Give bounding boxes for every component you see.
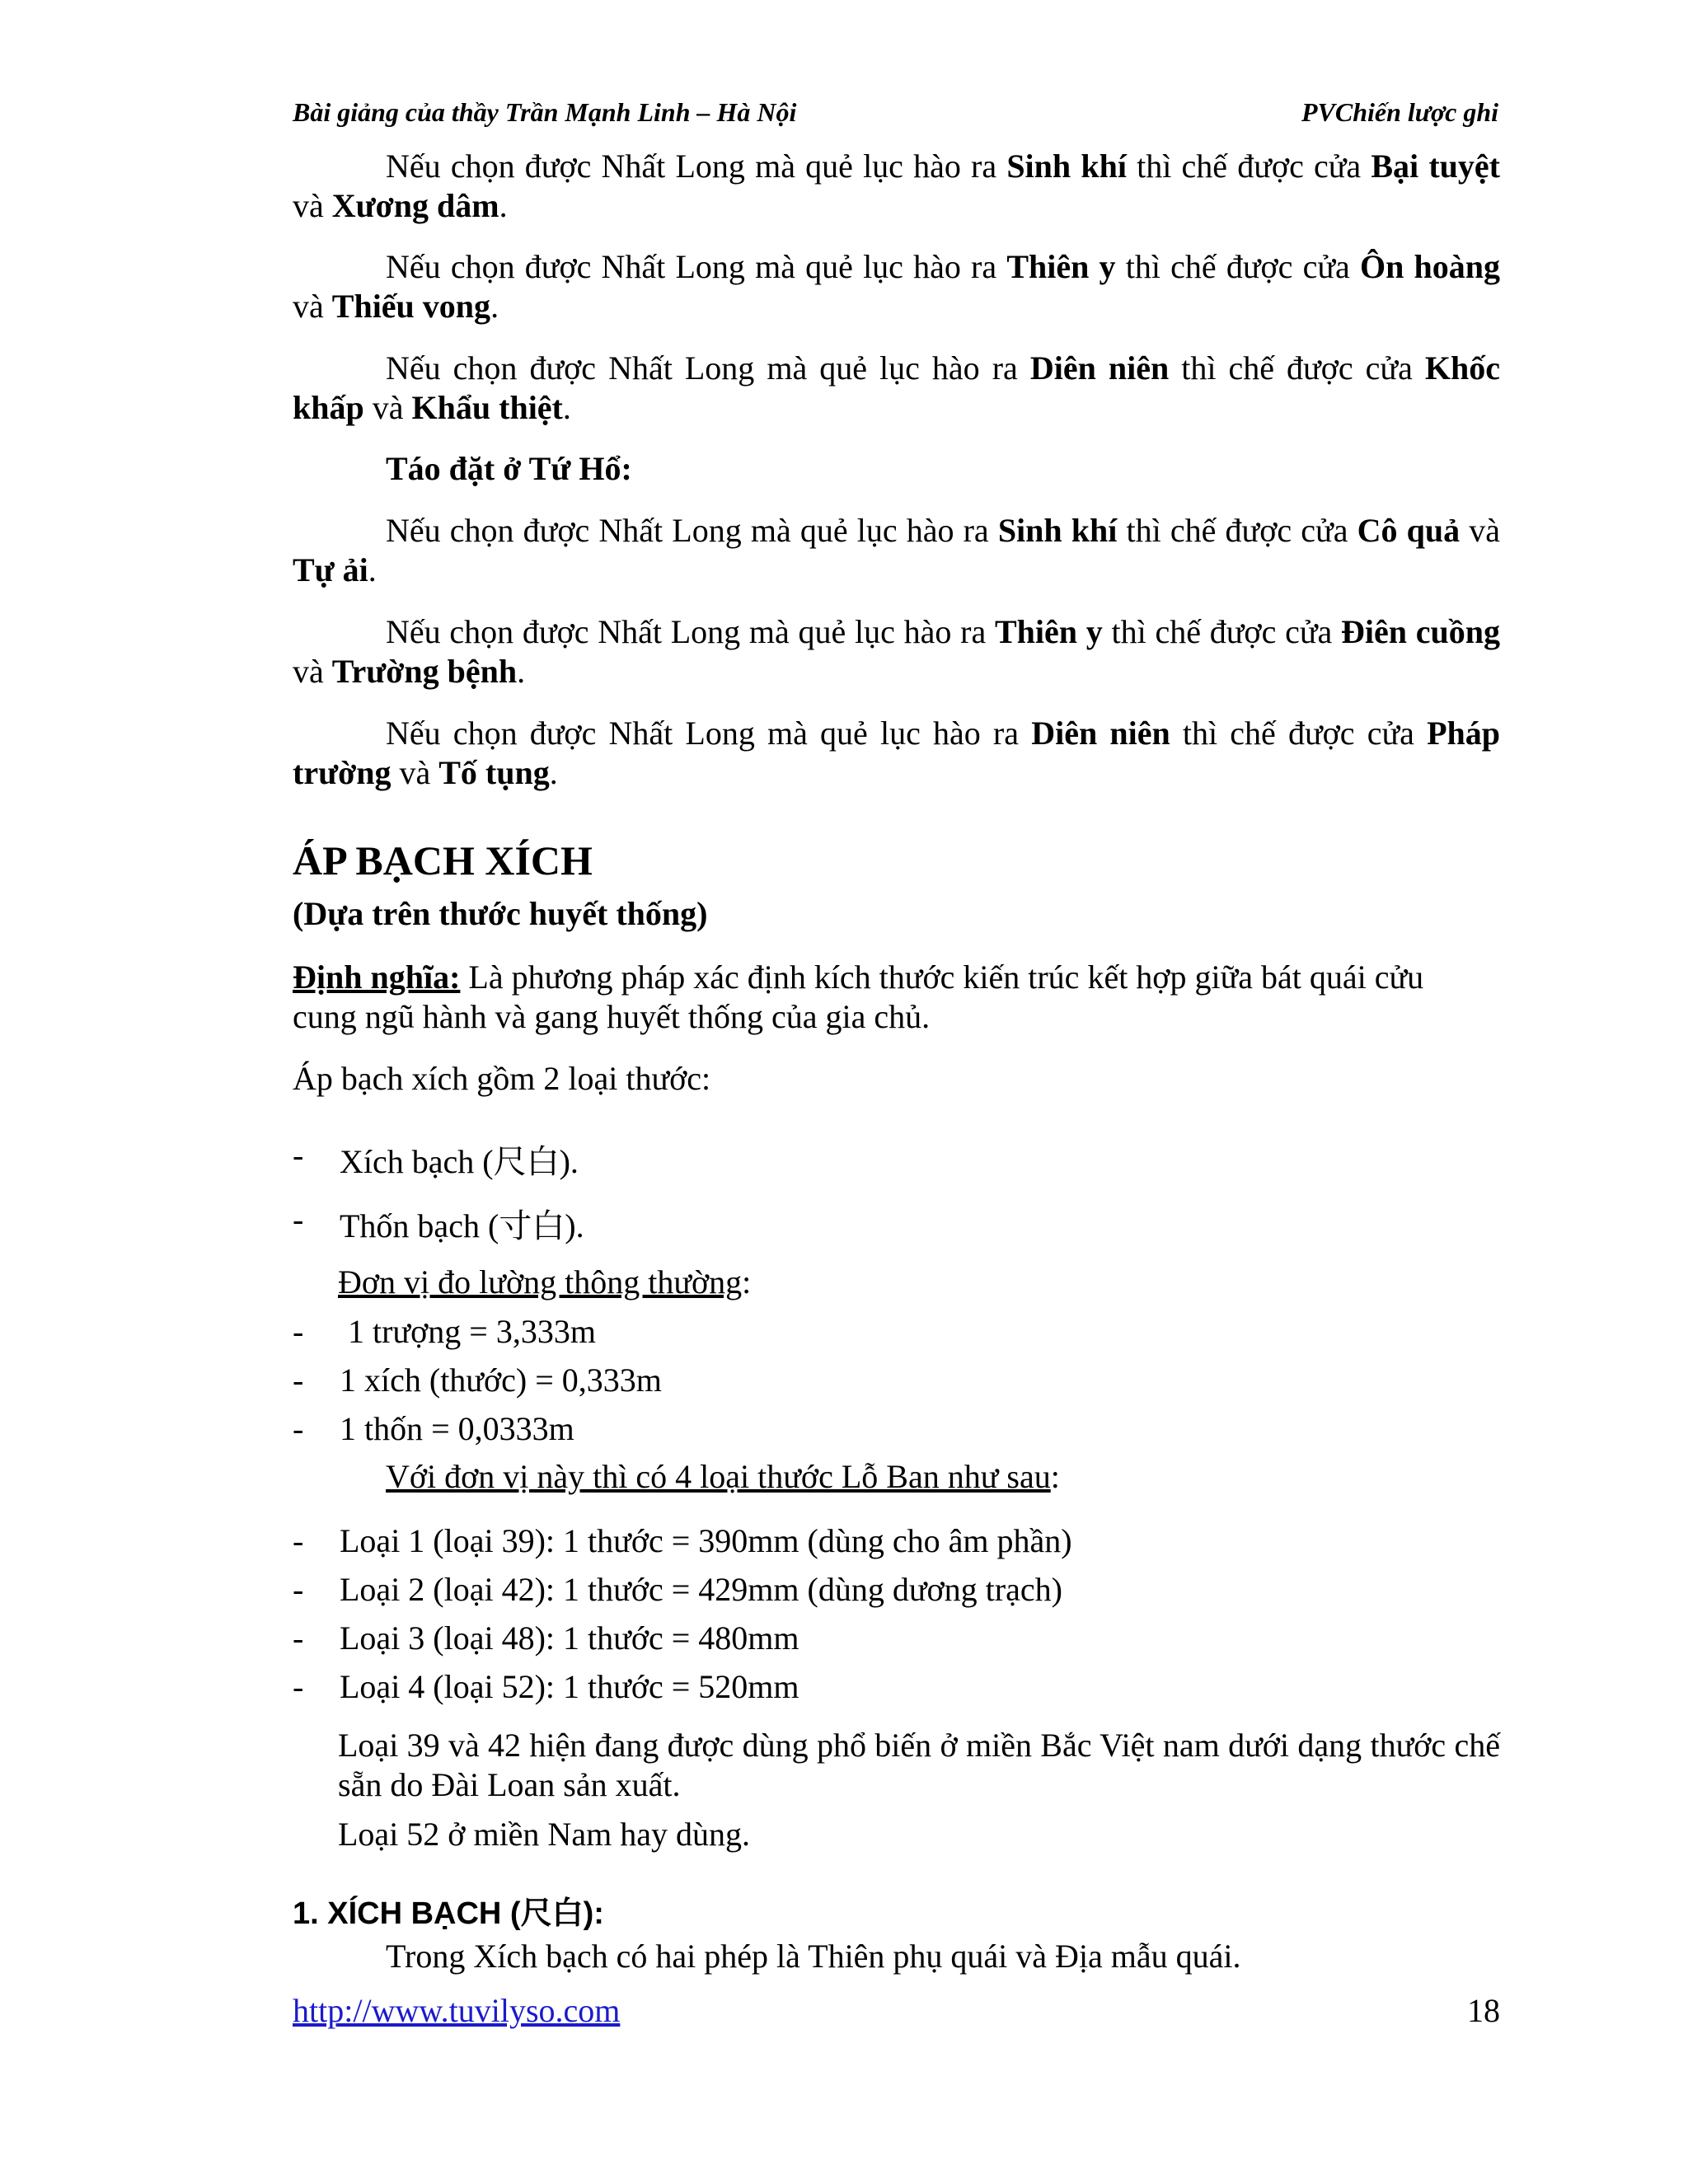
note-paragraph: Loại 52 ở miền Nam hay dùng. [338,1816,750,1853]
note-paragraph: Loại 39 và 42 hiện đang được dùng phổ biến ở miền Bắc Việt nam dưới dạng thước chế sẵn do Đài Loan sản xuất. [338,1727,1500,1803]
list-item: 1 trượng = 3,333m [348,1313,596,1350]
paragraph-sinh-khi-2: Nếu chọn được Nhất Long mà quẻ lục hào ra Sinh khí thì chế được cửa Cô quả và Tự ải. [293,512,1500,588]
intro-text: Áp bạch xích gồm 2 loại thước: [293,1060,711,1097]
list-bullet: - [293,1619,304,1657]
tao-title: Táo đặt ở Tứ Hổ: [386,450,632,487]
list-item: 1 xích (thước) = 0,333m [340,1361,662,1399]
paragraph-dien-nien-1: Nếu chọn được Nhất Long mà quẻ lục hào ra Diên niên thì chế được cửa Khốc khấp và Khẩu thiệt. [293,349,1501,426]
list-item: Loại 4 (loại 52): 1 thước = 520mm [340,1668,799,1705]
list-bullet: - [293,1313,304,1350]
list-bullet: - [293,1571,304,1608]
list-bullet: - [293,1410,304,1447]
definition-label: Định nghĩa: [293,958,461,996]
header-author: Bài giảng của thầy Trần Mạnh Linh – Hà Nội [293,97,797,127]
section-heading: ÁP BẠCH XÍCH [293,837,593,883]
units-title: Đơn vị đo lường thông thường: [338,1263,752,1301]
paragraph-dien-nien-2: Nếu chọn được Nhất Long mà quẻ lục hào ra Diên niên thì chế được cửa Pháp trường và Tố tụng. [293,715,1501,791]
list-bullet: - [293,1522,304,1559]
list-bullet: - [293,1201,304,1238]
section-subheading: (Dựa trên thước huyết thống) [293,895,708,932]
list-item: 1 thốn = 0,0333m [340,1410,574,1447]
paragraph-sinh-khi-1: Nếu chọn được Nhất Long mà quẻ lục hào ra Sinh khí thì chế được cửa Bại tuyệt và Xương dâm. [293,148,1500,224]
list-item: Loại 3 (loại 48): 1 thước = 480mm [340,1619,799,1657]
list-bullet: - [293,1361,304,1399]
list-item: Loại 1 (loại 39): 1 thước = 390mm (dùng cho âm phần) [340,1522,1072,1559]
list-bullet: - [293,1137,304,1174]
list-item: Loại 2 (loại 42): 1 thước = 429mm (dùng dương trạch) [340,1571,1062,1608]
definition-paragraph [293,958,1463,1037]
loban-title: Với đơn vị này thì có 4 loại thước Lỗ Ban như sau: [386,1458,1060,1495]
section-1-title: 1. XÍCH BẠCH (尺白): [293,1896,604,1931]
page-number: 18 [1467,1992,1500,2029]
paragraph-thien-y-1: Nếu chọn được Nhất Long mà quẻ lục hào ra Thiên y thì chế được cửa Ôn hoàng và Thiếu vong. [293,248,1501,325]
section-1-text: Trong Xích bạch có hai phép là Thiên phụ quái và Địa mẫu quái. [386,1938,1241,1975]
paragraph-thien-y-2: Nếu chọn được Nhất Long mà quẻ lục hào ra Thiên y thì chế được cửa Điên cuồng và Trường bệnh. [293,613,1501,690]
footer-link[interactable]: http://www.tuvilyso.com [293,1992,621,2029]
list-item: Thốn bạch (寸白). [340,1207,584,1244]
header-title: PVChiến lược ghi [1301,97,1498,127]
list-item: Xích bạch (尺白). [340,1143,579,1180]
list-bullet: - [293,1668,304,1705]
definition-text: Là phương pháp xác định kích thước kiến trúc kết hợp giữa bát quái cửu cung ngũ hành và gang huyết thống của gia chủ. [293,958,1424,1035]
